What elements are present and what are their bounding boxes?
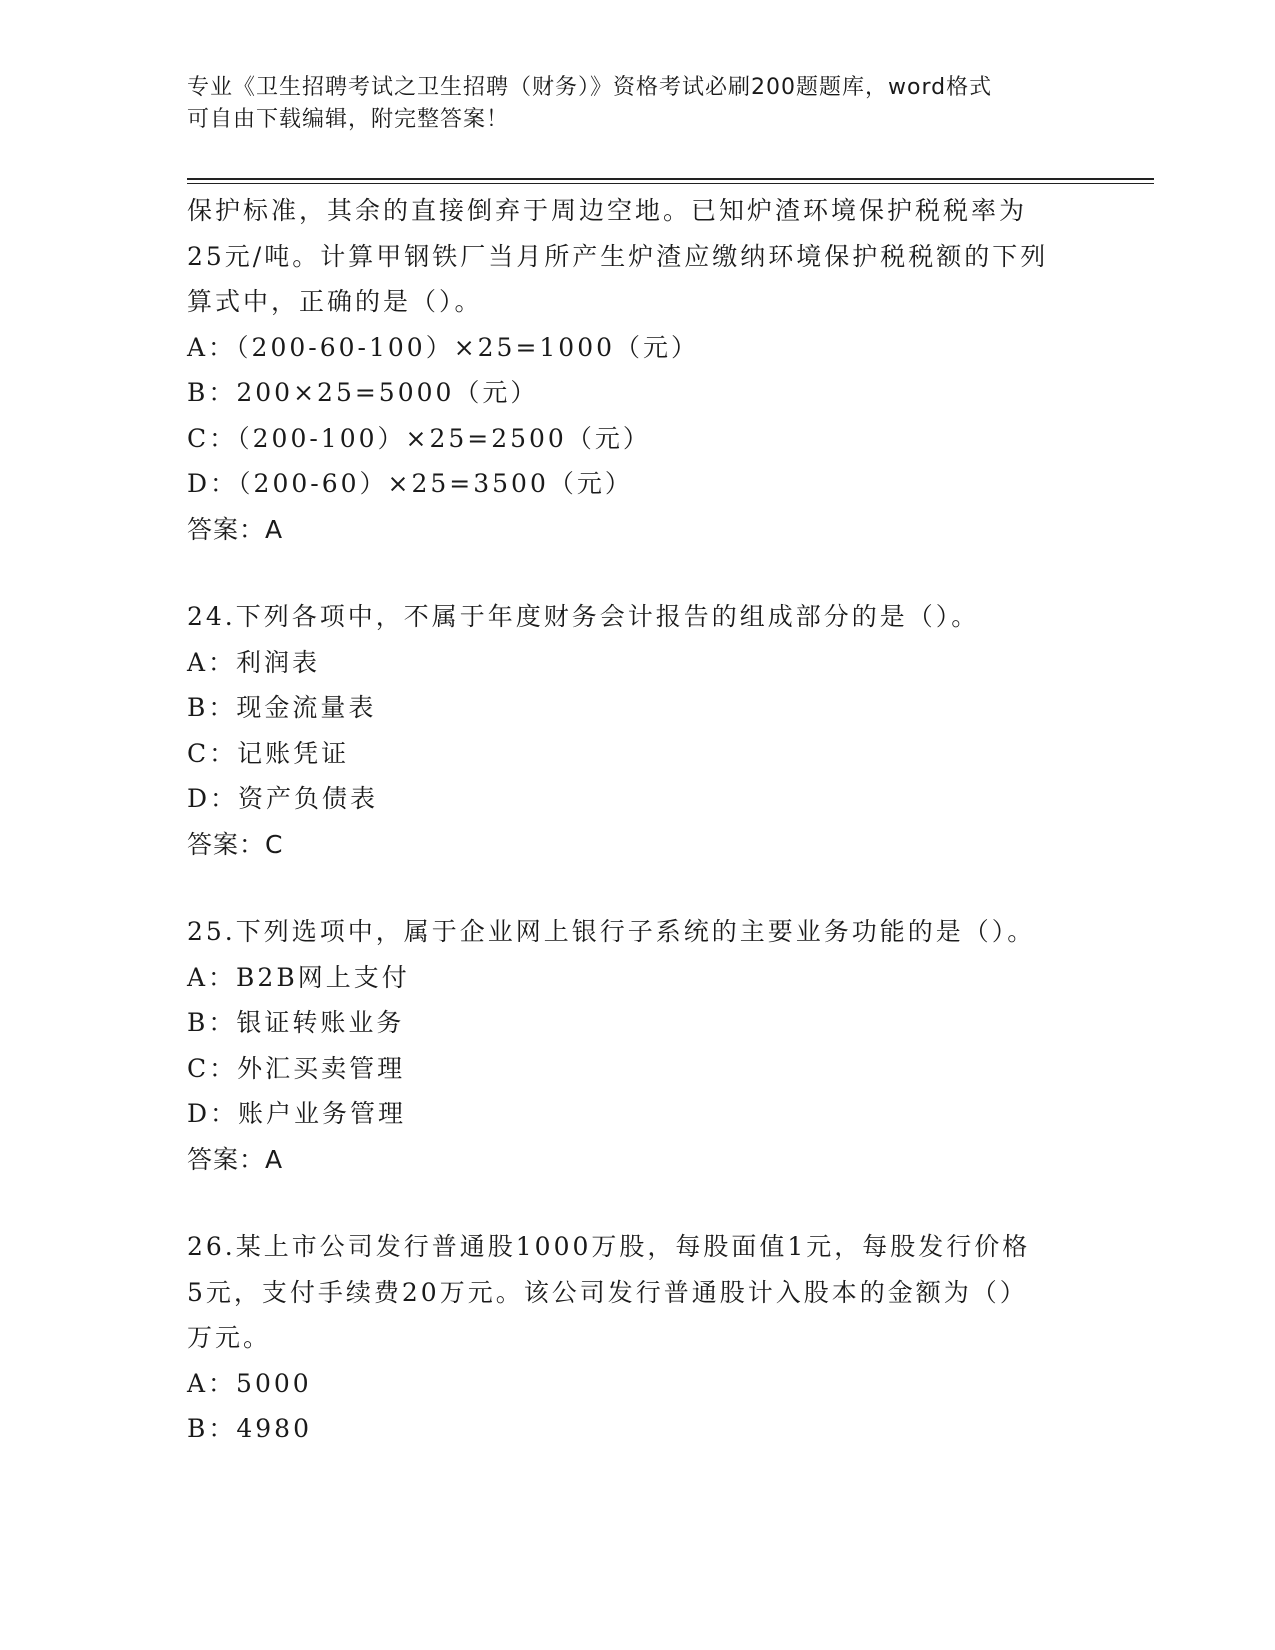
question-text-line: 26.某上市公司发行普通股1000万股，每股面值1元，每股发行价格 (187, 1232, 1031, 1261)
spacer (187, 1182, 1087, 1224)
answer-label: 答案：C (187, 829, 284, 859)
document-body (187, 188, 1087, 1452)
question-text-line: 算式中，正确的是（）。 (187, 287, 483, 316)
spacer (187, 867, 1087, 909)
option-a: A：（200-60-100）×25=1000（元） (187, 332, 700, 362)
option-a: A：5000 (187, 1368, 312, 1398)
header-title-line-1: 专业《卫生招聘考试之卫生招聘（财务）》资格考试必刷200题题库，word格式 (187, 75, 993, 100)
option-b: B：现金流量表 (187, 693, 377, 722)
document-header (187, 72, 1087, 136)
question-25 (187, 909, 1087, 1182)
option-a: A：利润表 (187, 647, 321, 677)
answer-label: 答案：A (187, 1144, 284, 1174)
option-c: C：记账凭证 (187, 738, 350, 768)
question-text-line: 5元，支付手续费20万元。该公司发行普通股计入股本的金额为（） (187, 1277, 1028, 1307)
option-d: D：（200-60）×25=3500（元） (187, 469, 633, 498)
option-c: C：（200-100）×25=2500（元） (187, 423, 651, 453)
option-d: D：账户业务管理 (187, 1099, 407, 1128)
option-c: C：外汇买卖管理 (187, 1053, 406, 1083)
question-23-continued (187, 188, 1087, 552)
header-divider-thin (187, 183, 1154, 184)
option-b: B：4980 (187, 1414, 312, 1443)
option-b: B：200×25=5000（元） (187, 378, 539, 407)
question-text-line: 万元。 (187, 1323, 272, 1352)
answer-label: 答案：A (187, 514, 284, 544)
option-a: A：B2B网上支付 (187, 962, 410, 992)
question-text-line: 保护标准，其余的直接倒弃于周边空地。已知炉渣环境保护税税率为 (187, 196, 1028, 225)
option-b: B：银证转账业务 (187, 1008, 405, 1037)
option-d: D：资产负债表 (187, 784, 379, 813)
header-title-line-2: 可自由下载编辑，附完整答案！ (187, 107, 510, 132)
question-text-line: 25元/吨。计算甲钢铁厂当月所产生炉渣应缴纳环境保护税税额的下列 (187, 241, 1049, 271)
question-text-line: 24.下列各项中，不属于年度财务会计报告的组成部分的是（）。 (187, 602, 980, 631)
header-divider-thick (187, 178, 1154, 180)
question-24 (187, 594, 1087, 867)
spacer (187, 552, 1087, 594)
question-26 (187, 1224, 1087, 1452)
question-text-line: 25.下列选项中，属于企业网上银行子系统的主要业务功能的是（）。 (187, 917, 1036, 946)
